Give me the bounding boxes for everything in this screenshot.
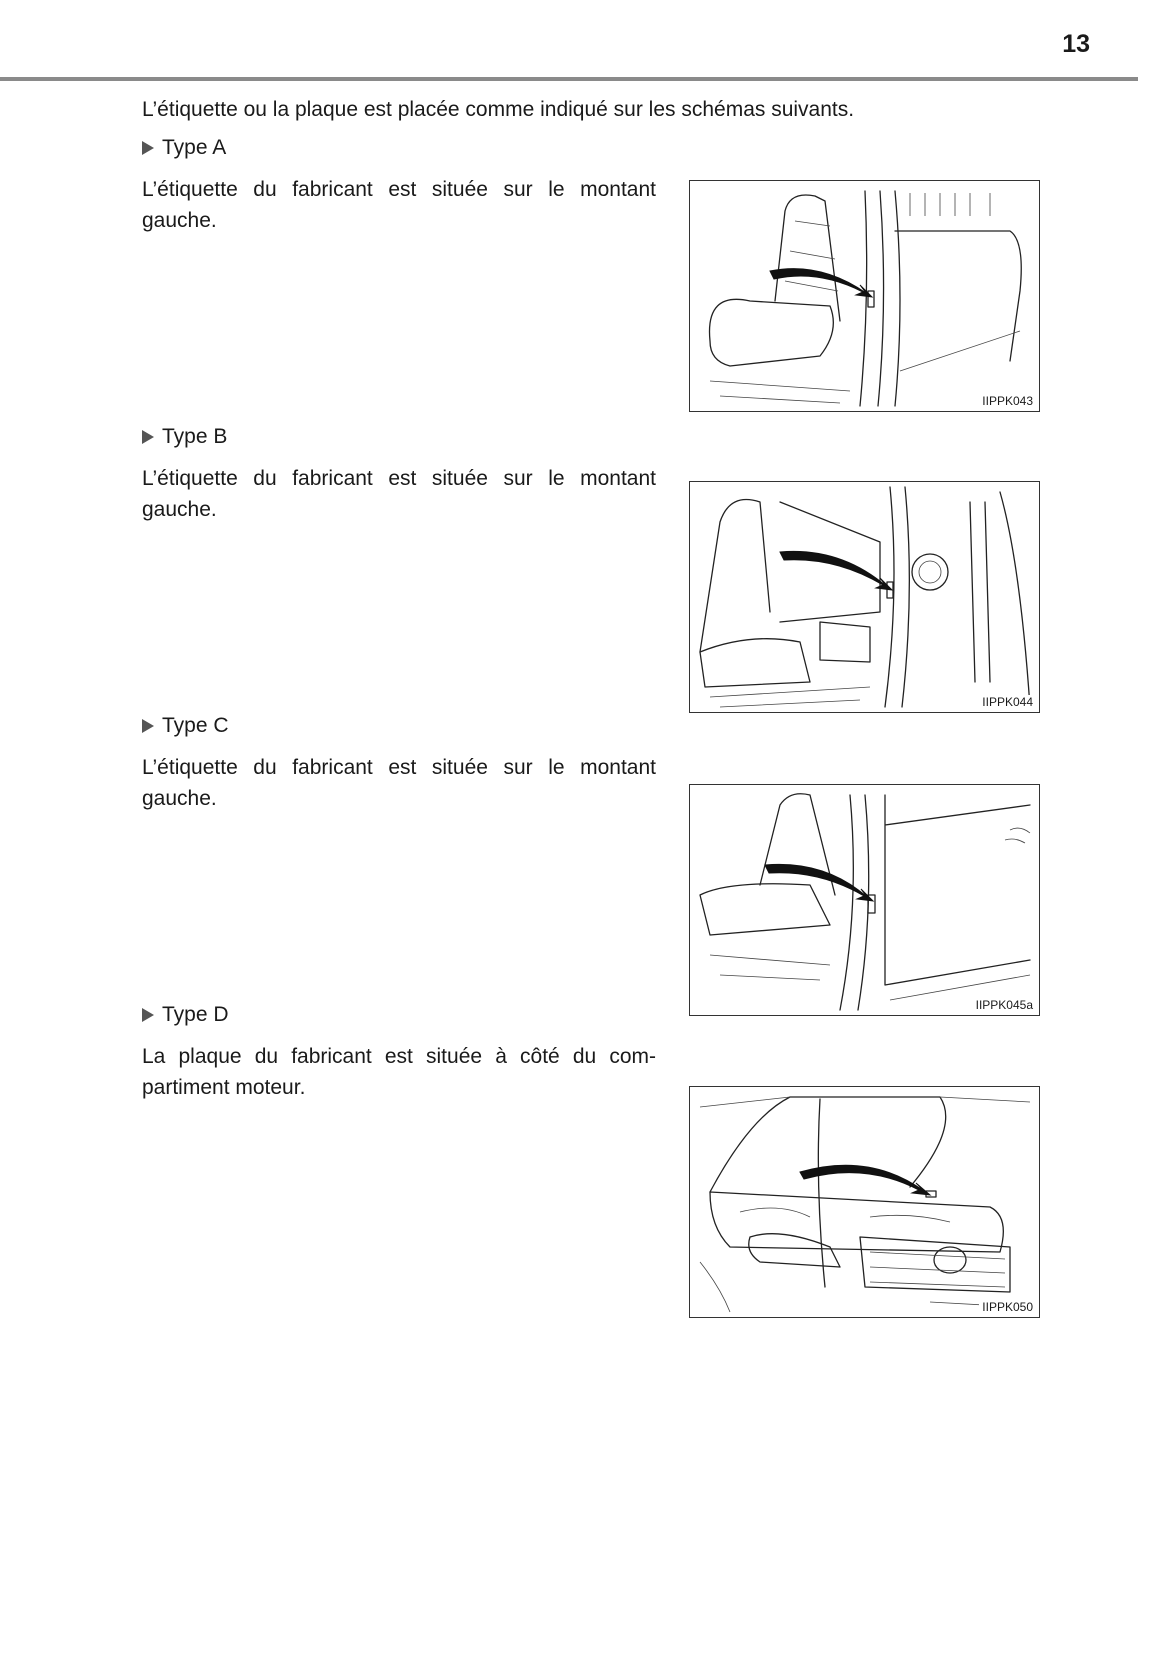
figure-type-d xyxy=(689,1086,1040,1318)
page-number: 13 xyxy=(1062,30,1090,58)
section-heading-type-d: Type D xyxy=(142,1001,229,1029)
engine-compartment-illustration xyxy=(690,1087,1040,1318)
triangle-right-icon xyxy=(142,1008,154,1022)
section-heading-type-b: Type B xyxy=(142,423,227,451)
seat-pillar-illustration xyxy=(690,785,1040,1016)
section-description-type-b: L’étiquette du fabricant est située sur le montant gauche. xyxy=(142,467,656,521)
seat-pillar-illustration xyxy=(690,482,1040,713)
section-description-type-d: La plaque du fabricant est située à côté du com-partiment moteur. xyxy=(142,1045,656,1099)
triangle-right-icon xyxy=(142,430,154,444)
seat-pillar-illustration xyxy=(690,181,1040,412)
section-heading-type-a: Type A xyxy=(142,134,226,162)
header-divider xyxy=(0,77,1138,81)
figure-code: IIPPK043 xyxy=(979,394,1033,408)
figure-type-c xyxy=(689,784,1040,1016)
triangle-right-icon xyxy=(142,141,154,155)
figure-code: IIPPK045a xyxy=(973,998,1033,1012)
figure-type-a xyxy=(689,180,1040,412)
figure-code: IIPPK050 xyxy=(979,1300,1033,1314)
triangle-right-icon xyxy=(142,719,154,733)
section-heading-type-c: Type C xyxy=(142,712,229,740)
figure-type-b xyxy=(689,481,1040,713)
section-description-type-c: L’étiquette du fabricant est située sur le montant gauche. xyxy=(142,756,656,810)
section-description-type-a: L’étiquette du fabricant est située sur le montant gauche. xyxy=(142,178,656,232)
intro-text: L’étiquette ou la plaque est placée comme indiqué sur les schémas suivants. xyxy=(142,98,855,121)
figure-code: IIPPK044 xyxy=(979,695,1033,709)
